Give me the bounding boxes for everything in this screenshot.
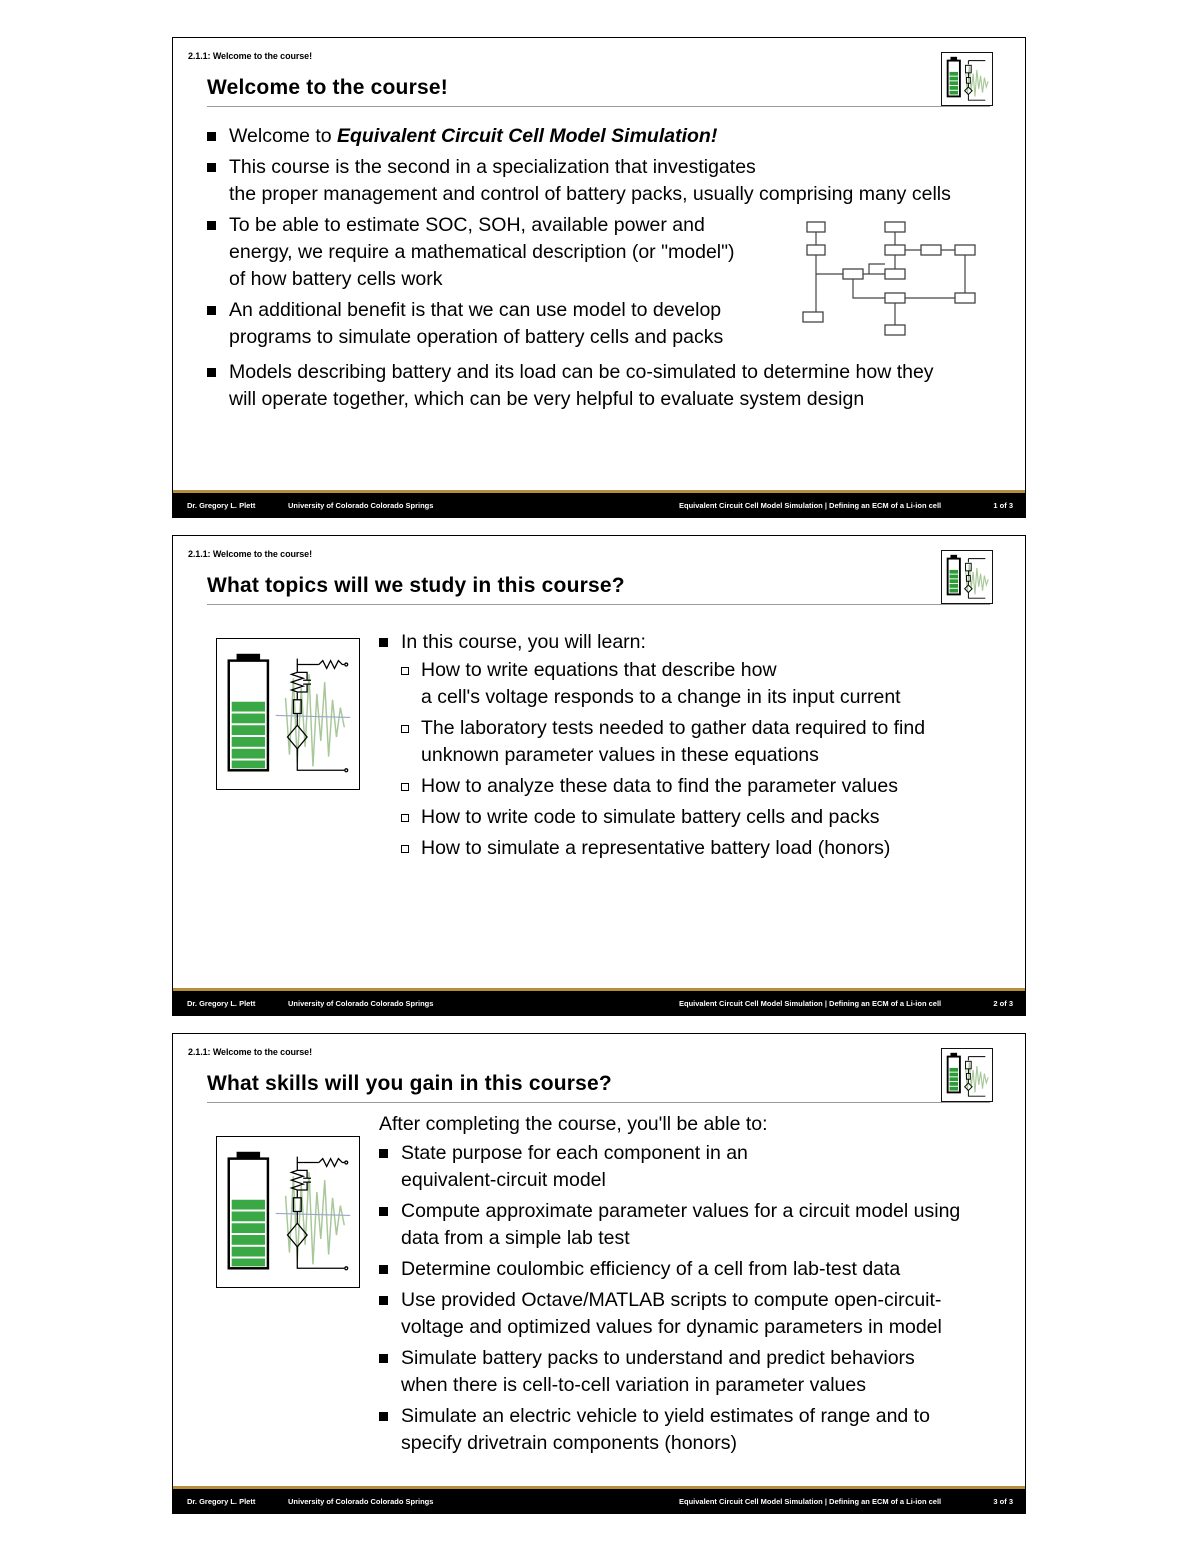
sub-list [400,657,999,862]
bullet-text: Use provided Octave/MATLAB scripts to compute open-circuit- [401,1289,942,1311]
bullet-text: Determine coulombic efficiency of a cell from lab-test data [401,1258,901,1280]
bullet-text: Models describing battery and its load can be co-simulated to determine how they [229,361,934,383]
bullet-text: of how battery cells work [229,268,443,290]
skills-list [379,1140,1009,1457]
bullet-icon [379,1265,388,1274]
bullet-text: To be able to estimate SOC, SOH, available power and [229,214,705,236]
slide-2 [172,535,1026,1016]
list-item [207,123,1007,150]
bullet-text: will operate together, which can be very helpful to evaluate system design [229,388,865,410]
section-label: 2.1.1: Welcome to the course! [188,51,312,61]
title-divider [207,106,990,107]
bullet-text: data from a simple lab test [401,1227,630,1249]
bullet-text: How to analyze these data to find the parameter values [421,775,898,797]
bullet-text: energy, we require a mathematical description (or "model") [229,241,735,263]
bullet-icon [379,1296,388,1305]
bullet-text: when there is cell-to-cell variation in parameter values [401,1374,866,1396]
course-name: Equivalent Circuit Cell Model Simulation [337,125,711,147]
page-number: 3 of 3 [993,1497,1013,1506]
bullet-text: Welcome to [229,125,338,147]
slide-title: Welcome to the course! [207,76,448,99]
page-number: 2 of 3 [993,999,1013,1008]
footer-author: Dr. Gregory L. Plett [187,1497,256,1506]
hollow-bullet-icon [401,667,409,675]
title-divider [207,604,990,605]
sub-list-item [400,804,999,831]
footer-bar [173,493,1025,517]
footer-university: University of Colorado Colorado Springs [288,501,434,510]
slide-title: What topics will we study in this course? [207,574,625,597]
hollow-bullet-icon [401,845,409,853]
footer-bar [173,1489,1025,1513]
battery-circuit-logo-icon [941,550,993,604]
list-item [379,1256,1009,1283]
bullet-text-suffix: ! [710,125,718,147]
bullet-text: unknown parameter values in these equations [421,744,819,766]
bullet-icon [379,638,388,647]
bullet-text: This course is the second in a specialization that investigates [229,156,756,178]
list-item [379,1287,1009,1341]
bullet-text: a cell's voltage responds to a change in its input current [421,686,901,708]
bullet-icon [207,132,216,141]
list-item [379,1403,1009,1457]
skills-intro: After completing the course, you'll be able to: [379,1113,768,1135]
list-item [379,629,999,862]
bullet-text: Compute approximate parameter values for a circuit model using [401,1200,961,1222]
footer-university: University of Colorado Colorado Springs [288,1497,434,1506]
bullet-text: The laboratory tests needed to gather data required to find [421,717,926,739]
bullet-text: In this course, you will learn: [401,631,646,653]
footer-author: Dr. Gregory L. Plett [187,999,256,1008]
section-label: 2.1.1: Welcome to the course! [188,1047,312,1057]
bullet-text: Simulate an electric vehicle to yield estimates of range and to [401,1405,930,1427]
bullet-text: Simulate battery packs to understand and predict behaviors [401,1347,915,1369]
list-item [379,1140,1009,1194]
battery-circuit-logo-icon [941,52,993,106]
bullet-text: State purpose for each component in an [401,1142,748,1164]
list-item [207,154,1007,208]
bullet-icon [207,163,216,172]
hollow-bullet-icon [401,783,409,791]
page-number: 1 of 3 [993,501,1013,510]
title-divider [207,1102,990,1103]
bullet-text: the proper management and control of battery packs, usually comprising many cells [229,183,951,205]
slide-1 [172,37,1026,518]
sub-list-item [400,715,999,769]
bullet-icon [207,368,216,377]
bullet-text: voltage and optimized values for dynamic parameters in model [401,1316,942,1338]
section-label: 2.1.1: Welcome to the course! [188,549,312,559]
bullet-text: equivalent-circuit model [401,1169,606,1191]
footer-university: University of Colorado Colorado Springs [288,999,434,1008]
hollow-bullet-icon [401,814,409,822]
footer-author: Dr. Gregory L. Plett [187,501,256,510]
bullet-text: programs to simulate operation of battery cells and packs [229,326,724,348]
bullet-icon [379,1354,388,1363]
bullet-text: An additional benefit is that we can use model to develop [229,299,722,321]
block-diagram-icon [799,218,979,342]
sub-list-item [400,657,999,711]
bullet-text: How to write code to simulate battery cells and packs [421,806,880,828]
bullet-icon [207,221,216,230]
topic-list [379,629,999,862]
list-item [379,1198,1009,1252]
slide-title: What skills will you gain in this course? [207,1072,612,1095]
footer-bar [173,991,1025,1015]
battery-circuit-logo-icon [941,1048,993,1102]
list-item [207,359,1007,413]
hollow-bullet-icon [401,725,409,733]
bullet-icon [379,1149,388,1158]
slide-3 [172,1033,1026,1514]
battery-equivalent-circuit-icon [216,638,360,790]
list-item [379,1345,1009,1399]
bullet-icon [379,1207,388,1216]
bullet-icon [207,306,216,315]
footer-course: Equivalent Circuit Cell Model Simulation | Defining an ECM of a Li-ion cell [679,999,942,1008]
bullet-text: How to write equations that describe how [421,659,777,681]
footer-course: Equivalent Circuit Cell Model Simulation | Defining an ECM of a Li-ion cell [679,501,942,510]
bullet-icon [379,1412,388,1421]
bullet-text: How to simulate a representative battery load (honors) [421,837,891,859]
sub-list-item [400,835,999,862]
bullet-text: specify drivetrain components (honors) [401,1432,737,1454]
footer-course: Equivalent Circuit Cell Model Simulation | Defining an ECM of a Li-ion cell [679,1497,942,1506]
sub-list-item [400,773,999,800]
battery-equivalent-circuit-icon [216,1136,360,1288]
